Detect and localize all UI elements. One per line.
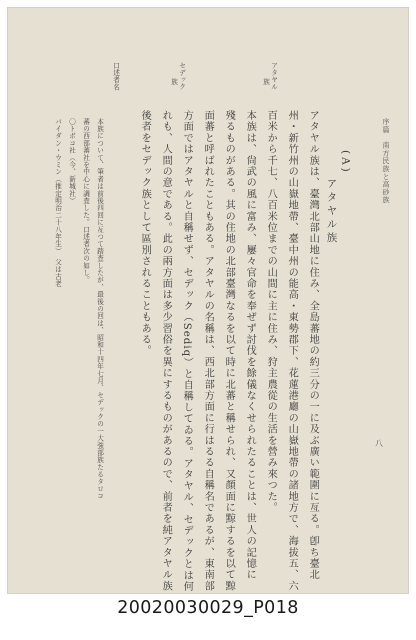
note-line-4: バイダン・ウミン（推定明治二十八年生） 父は古老 bbox=[53, 118, 62, 288]
side-label-atayal-kanji: 族 bbox=[261, 78, 270, 86]
running-header: 序篇 南方民族と高砂族 bbox=[382, 118, 390, 204]
body-line-9: 後者をセデック族として區別されることもある。 bbox=[139, 110, 151, 357]
note-line-2: 蕃の西部蕃社を中心に調査した。口述者次の如し。 bbox=[81, 118, 90, 284]
side-label-atayal-kana: アタヤル bbox=[269, 62, 278, 91]
image-caption: 20020030029_P018 bbox=[117, 598, 299, 618]
page-number: 八 bbox=[375, 439, 383, 448]
note-line-1: 本族について、筆者は前後四回に亙つて踏査したが、最後の回は、昭和十四年七月、セデックの一大強部族たるタロコ bbox=[95, 118, 104, 500]
oral-informant-label: 口述者名 bbox=[111, 62, 120, 91]
section-title: アタヤル族 bbox=[325, 178, 338, 246]
body-line-6: 面蕃と呼ばれたこともある。アタヤルの名稱は、西北部方面に行はるる自稱名であるが、東南部 bbox=[202, 110, 214, 592]
section-marker: (A) bbox=[339, 150, 352, 175]
body-line-8: れも、人間の意である。此の兩方面は多少習俗を異にするものがあるので、前者を純アタヤル族 bbox=[160, 110, 172, 592]
body-line-4: 本族は、尙武の風に富み、屢々官命を奉ぜず討伐を餘儀なくせられたることは、世人の記憶に bbox=[244, 110, 256, 581]
side-label-sediq-kanji: 族 bbox=[169, 78, 178, 86]
body-line-3: 百米から千七、八百米位までの山間に主に住み、狩主農從の生活を營み來つた。 bbox=[265, 110, 277, 514]
body-line-5: 殘るものがある。其の住地の北部臺灣なるを以て時に北蕃と稱せられ、又顏面に黥するを以て黥 bbox=[223, 110, 235, 592]
side-label-sediq-kana: セデック bbox=[177, 62, 186, 91]
note-line-3: 〇トボコ社（今、新城社） bbox=[67, 118, 76, 205]
body-line-1: アタヤル族は、臺灣北部山地に住み、全島蕃地の約三分の一に及ぶ廣い範圍に亙る。卽ち臺北 bbox=[307, 110, 319, 581]
body-line-2: 州・新竹州の山嶽地帶、臺中州の能高・東勢郡下、花蓮港廳の山嶽地帶の諸地方で、海拔五、六 bbox=[286, 110, 298, 592]
body-line-7: 方面ではアタヤルと自稱せず、セデック（Sediq）と自稱してゐる。アタヤル、セデックとは何 bbox=[181, 110, 193, 593]
